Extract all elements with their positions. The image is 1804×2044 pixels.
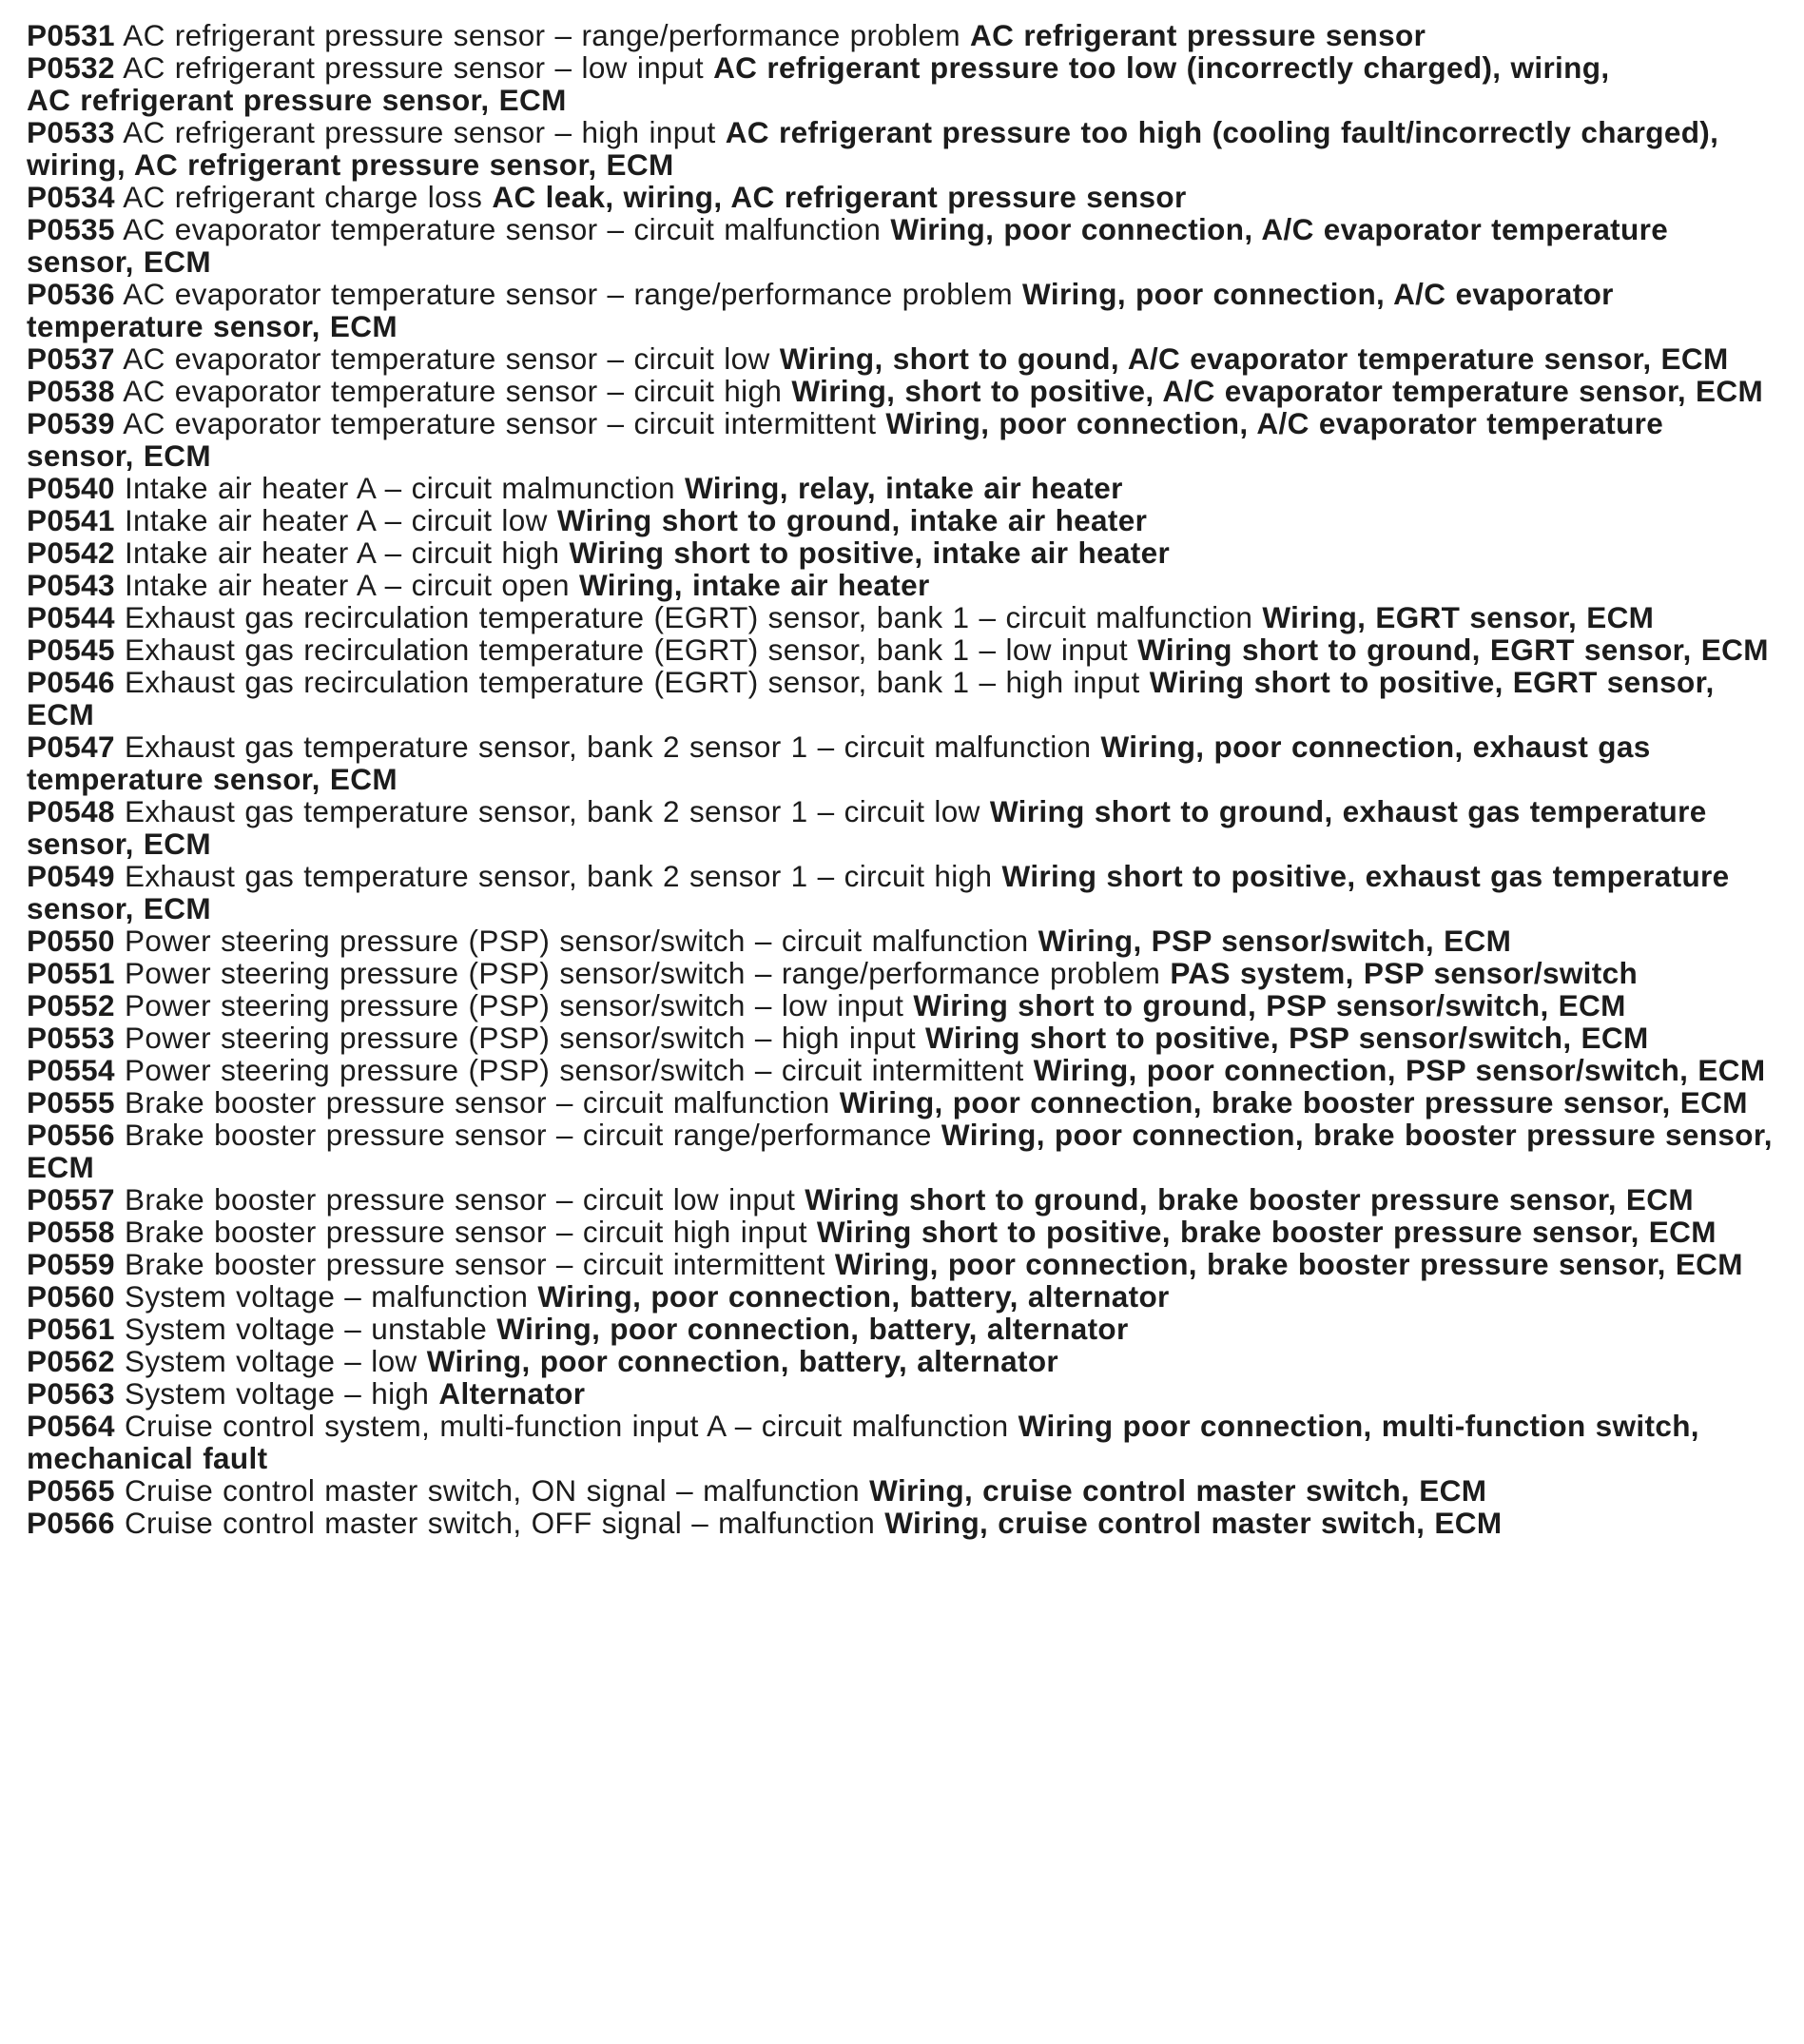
dtc-description: Power steering pressure (PSP) sensor/switch – range/performance problem — [124, 956, 1161, 990]
dtc-description: Intake air heater A – circuit high — [124, 535, 560, 570]
dtc-code: P0563 — [27, 1376, 115, 1411]
dtc-code: P0543 — [27, 568, 115, 602]
dtc-possible-cause: Wiring short to positive, brake booster pressure sensor, ECM — [816, 1215, 1717, 1249]
dtc-code: P0565 — [27, 1473, 115, 1508]
dtc-description: AC evaporator temperature sensor – circuit intermittent — [123, 406, 877, 440]
dtc-entry — [27, 1313, 1776, 1345]
dtc-code: P0557 — [27, 1182, 115, 1217]
dtc-code: P0554 — [27, 1053, 115, 1087]
dtc-possible-cause: Wiring short to ground, exhaust gas temperature sensor, ECM — [27, 794, 1707, 861]
dtc-code: P0532 — [27, 50, 115, 85]
dtc-description: Cruise control system, multi-function input A – circuit malfunction — [124, 1409, 1009, 1443]
dtc-entry — [27, 1216, 1776, 1248]
dtc-possible-cause: Wiring short to ground, EGRT sensor, ECM — [1137, 633, 1769, 667]
dtc-description: Exhaust gas recirculation temperature (EGRT) sensor, bank 1 – high input — [124, 665, 1140, 699]
dtc-description: System voltage – high — [124, 1376, 430, 1411]
dtc-code: P0536 — [27, 277, 115, 311]
dtc-description: Intake air heater A – circuit open — [124, 568, 570, 602]
dtc-possible-cause: Wiring, PSP sensor/switch, ECM — [1038, 924, 1512, 958]
dtc-entry — [27, 1183, 1776, 1216]
dtc-entry — [27, 19, 1776, 51]
dtc-possible-cause: Wiring, poor connection, brake booster pressure sensor, ECM — [834, 1247, 1743, 1281]
dtc-entry — [27, 1280, 1776, 1313]
dtc-description: Brake booster pressure sensor – circuit low input — [124, 1182, 796, 1217]
dtc-possible-cause: Wiring short to positive, EGRT sensor, ECM — [27, 665, 1715, 731]
dtc-description: Cruise control master switch, OFF signal – malfunction — [124, 1506, 876, 1540]
dtc-description: AC refrigerant pressure sensor – high input — [123, 115, 716, 149]
dtc-description: Intake air heater A – circuit low — [124, 503, 548, 537]
dtc-description: Cruise control master switch, ON signal – malfunction — [124, 1473, 861, 1508]
dtc-description: AC evaporator temperature sensor – circuit malfunction — [123, 212, 882, 246]
dtc-possible-cause: Wiring short to ground, brake booster pressure sensor, ECM — [805, 1182, 1694, 1217]
dtc-description: AC evaporator temperature sensor – range/performance problem — [123, 277, 1013, 311]
dtc-possible-cause: Wiring, cruise control master switch, ECM — [869, 1473, 1487, 1508]
dtc-possible-cause: AC refrigerant pressure sensor — [970, 18, 1426, 52]
dtc-description: Power steering pressure (PSP) sensor/switch – high input — [124, 1021, 916, 1055]
dtc-code: P0547 — [27, 730, 115, 764]
dtc-possible-cause: Wiring, poor connection, exhaust gas temperature sensor, ECM — [27, 730, 1651, 796]
dtc-description: System voltage – malfunction — [124, 1279, 529, 1314]
dtc-code: P0552 — [27, 988, 115, 1022]
dtc-entry — [27, 536, 1776, 569]
dtc-code: P0537 — [27, 341, 115, 376]
dtc-entry — [27, 601, 1776, 633]
dtc-description: Exhaust gas temperature sensor, bank 2 sensor 1 – circuit low — [124, 794, 980, 828]
dtc-description: AC refrigerant pressure sensor – range/performance problem — [123, 18, 960, 52]
dtc-code: P0540 — [27, 471, 115, 505]
dtc-entry — [27, 989, 1776, 1022]
dtc-entry — [27, 1054, 1776, 1086]
dtc-possible-cause: AC leak, wiring, AC refrigerant pressure sensor — [492, 180, 1187, 214]
dtc-entry — [27, 633, 1776, 666]
dtc-code: P0539 — [27, 406, 115, 440]
dtc-code: P0534 — [27, 180, 115, 214]
dtc-entry — [27, 1345, 1776, 1377]
dtc-possible-cause: Wiring short to positive, PSP sensor/switch, ECM — [925, 1021, 1649, 1055]
dtc-code: P0531 — [27, 18, 115, 52]
dtc-code: P0533 — [27, 115, 115, 149]
dtc-possible-cause: Wiring, poor connection, A/C evaporator temperature sensor, ECM — [27, 212, 1669, 279]
dtc-code: P0553 — [27, 1021, 115, 1055]
dtc-code: P0544 — [27, 600, 115, 634]
dtc-code: P0538 — [27, 374, 115, 408]
dtc-possible-cause: Wiring, poor connection, brake booster pressure sensor, ECM — [839, 1085, 1748, 1119]
dtc-entry — [27, 116, 1776, 181]
dtc-entry — [27, 1248, 1776, 1280]
dtc-possible-cause: Wiring, poor connection, PSP sensor/switch, ECM — [1033, 1053, 1766, 1087]
dtc-description: System voltage – low — [124, 1344, 417, 1378]
dtc-possible-cause: Wiring short to ground, PSP sensor/switch, ECM — [913, 988, 1626, 1022]
dtc-possible-cause: Wiring short to positive, exhaust gas temperature sensor, ECM — [27, 859, 1730, 925]
dtc-description: Brake booster pressure sensor – circuit range/performance — [124, 1118, 932, 1152]
dtc-entry — [27, 666, 1776, 730]
dtc-entry — [27, 1086, 1776, 1119]
dtc-entry — [27, 51, 1776, 116]
dtc-code: P0551 — [27, 956, 115, 990]
dtc-description: Brake booster pressure sensor – circuit malfunction — [124, 1085, 830, 1119]
dtc-code: P0560 — [27, 1279, 115, 1314]
dtc-entry — [27, 1410, 1776, 1474]
dtc-possible-cause: Wiring short to positive, intake air heater — [569, 535, 1171, 570]
dtc-code: P0542 — [27, 535, 115, 570]
dtc-entry — [27, 860, 1776, 925]
dtc-possible-cause: Wiring, short to positive, A/C evaporator temperature sensor, ECM — [791, 374, 1764, 408]
dtc-code: P0562 — [27, 1344, 115, 1378]
dtc-possible-cause: Wiring, intake air heater — [579, 568, 930, 602]
dtc-entry — [27, 407, 1776, 472]
dtc-description: AC refrigerant charge loss — [123, 180, 483, 214]
dtc-description: Intake air heater A – circuit malmunction — [124, 471, 675, 505]
dtc-description: Brake booster pressure sensor – circuit high input — [124, 1215, 807, 1249]
dtc-code: P0558 — [27, 1215, 115, 1249]
dtc-code: P0555 — [27, 1085, 115, 1119]
dtc-possible-cause: Wiring short to ground, intake air heater — [556, 503, 1148, 537]
dtc-possible-cause: Wiring, relay, intake air heater — [684, 471, 1123, 505]
dtc-entry — [27, 1377, 1776, 1410]
dtc-code: P0550 — [27, 924, 115, 958]
dtc-description: Exhaust gas temperature sensor, bank 2 sensor 1 – circuit malfunction — [124, 730, 1092, 764]
dtc-list — [27, 19, 1776, 1539]
dtc-code: P0549 — [27, 859, 115, 893]
dtc-entry — [27, 278, 1776, 342]
dtc-possible-cause: AC refrigerant pressure too low (incorrectly charged), wiring, AC refrigerant pressure sensor, ECM — [27, 50, 1610, 117]
dtc-entry — [27, 730, 1776, 795]
dtc-possible-cause: Wiring, poor connection, brake booster pressure sensor, ECM — [27, 1118, 1773, 1184]
dtc-possible-cause: Wiring, EGRT sensor, ECM — [1262, 600, 1655, 634]
dtc-entry — [27, 569, 1776, 601]
dtc-code: P0564 — [27, 1409, 115, 1443]
dtc-entry — [27, 795, 1776, 860]
dtc-description: Power steering pressure (PSP) sensor/switch – circuit malfunction — [124, 924, 1029, 958]
dtc-code: P0566 — [27, 1506, 115, 1540]
dtc-possible-cause: Wiring, poor connection, battery, alternator — [426, 1344, 1059, 1378]
dtc-code: P0561 — [27, 1312, 115, 1346]
dtc-entry — [27, 504, 1776, 536]
dtc-description: AC evaporator temperature sensor – circuit low — [123, 341, 770, 376]
dtc-possible-cause: Wiring, poor connection, A/C evaporator temperature sensor, ECM — [27, 406, 1664, 473]
dtc-description: System voltage – unstable — [124, 1312, 488, 1346]
dtc-code: P0541 — [27, 503, 115, 537]
dtc-code: P0535 — [27, 212, 115, 246]
dtc-entry — [27, 342, 1776, 375]
dtc-code: P0556 — [27, 1118, 115, 1152]
dtc-description: Power steering pressure (PSP) sensor/switch – low input — [124, 988, 904, 1022]
dtc-entry — [27, 375, 1776, 407]
dtc-possible-cause: Wiring poor connection, multi-function switch, mechanical fault — [27, 1409, 1699, 1475]
dtc-entry — [27, 1507, 1776, 1539]
dtc-possible-cause: Wiring, cruise control master switch, ECM — [884, 1506, 1503, 1540]
dtc-entry — [27, 181, 1776, 213]
dtc-description: Exhaust gas temperature sensor, bank 2 sensor 1 – circuit high — [124, 859, 993, 893]
dtc-description: AC refrigerant pressure sensor – low input — [123, 50, 704, 85]
dtc-description: Brake booster pressure sensor – circuit intermittent — [124, 1247, 825, 1281]
dtc-possible-cause: PAS system, PSP sensor/switch — [1170, 956, 1639, 990]
dtc-entry — [27, 1022, 1776, 1054]
dtc-code: P0545 — [27, 633, 115, 667]
dtc-possible-cause: Wiring, short to gound, A/C evaporator temperature sensor, ECM — [779, 341, 1729, 376]
dtc-code: P0559 — [27, 1247, 115, 1281]
dtc-entry — [27, 1474, 1776, 1507]
dtc-entry — [27, 957, 1776, 989]
dtc-entry — [27, 1119, 1776, 1183]
dtc-possible-cause: Alternator — [438, 1376, 586, 1411]
dtc-description: Exhaust gas recirculation temperature (EGRT) sensor, bank 1 – circuit malfunction — [124, 600, 1253, 634]
dtc-possible-cause: Wiring, poor connection, battery, alternator — [496, 1312, 1129, 1346]
dtc-possible-cause: Wiring, poor connection, battery, alternator — [537, 1279, 1170, 1314]
dtc-description: AC evaporator temperature sensor – circuit high — [123, 374, 783, 408]
dtc-entry — [27, 472, 1776, 504]
dtc-code: P0546 — [27, 665, 115, 699]
dtc-description: Power steering pressure (PSP) sensor/switch – circuit intermittent — [124, 1053, 1024, 1087]
dtc-code: P0548 — [27, 794, 115, 828]
dtc-entry — [27, 925, 1776, 957]
dtc-possible-cause: AC refrigerant pressure too high (cooling fault/incorrectly charged), wiring, AC refrigerant pressure sensor, ECM — [27, 115, 1719, 182]
dtc-description: Exhaust gas recirculation temperature (EGRT) sensor, bank 1 – low input — [124, 633, 1128, 667]
dtc-entry — [27, 213, 1776, 278]
dtc-possible-cause: Wiring, poor connection, A/C evaporator temperature sensor, ECM — [27, 277, 1614, 343]
